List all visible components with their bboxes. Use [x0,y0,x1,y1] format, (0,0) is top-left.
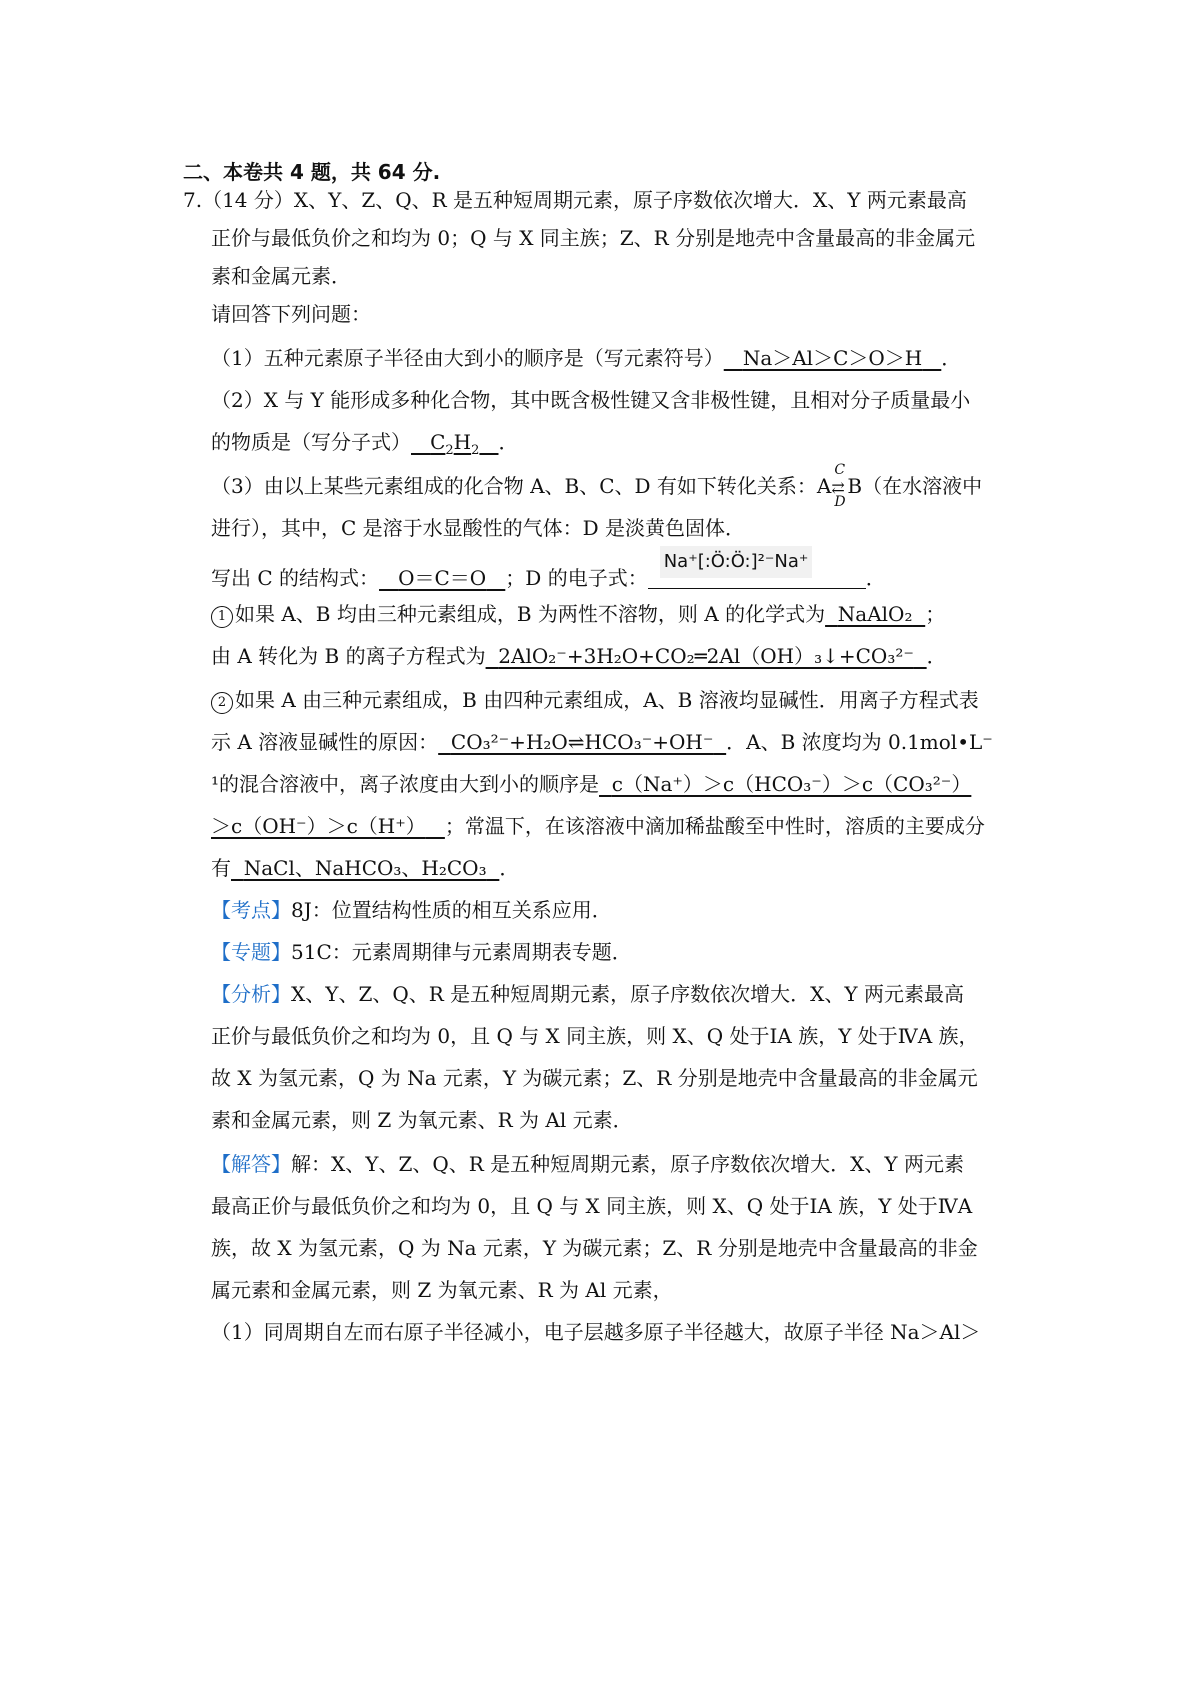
sub-1-answer: NaAlO₂ [837,602,913,626]
question-prompt: 请回答下列问题： [211,302,371,326]
sub-2-equation: CO₃²⁻+H₂O⇌HCO₃⁻+OH⁻ [450,730,714,754]
fenxi-tag: 【分析】 [211,982,291,1006]
jieda-line-2: 最高正价与最低负价之和均为 0，且 Q 与 X 同主族，则 X、Q 处于ⅠA 族，Y 处于ⅣA [211,1194,973,1218]
jieda-line-1: 【解答】解：X、Y、Z、Q、R 是五种短周期元素，原子序数依次增大．X、Y 两元素 [211,1152,964,1176]
sub-2-line-2: 示 A 溶液显碱性的原因： CO₃²⁻+H₂O⇌HCO₃⁻+OH⁻ ．A、B 浓度均为 0.1mol•L⁻ [211,730,993,754]
part-2-answer: $C_2H_2$ [430,430,480,458]
jieda-tag: 【解答】 [211,1152,291,1176]
part-1: （1）五种元素原子半径由大到小的顺序是（写元素符号） Na＞Al＞C＞O＞H ． [211,346,962,370]
part-3-line-2: 进行），其中，C 是溶于水显酸性的气体：D 是淡黄色固体． [211,516,746,540]
sub-1-line-1: 1 如果 A、B 均由三种元素组成，B 为两性不溶物，则 A 的化学式为 NaAlO₂ ； [211,600,945,628]
part-1-text: （1）五种元素原子半径由大到小的顺序是（写元素符号） [211,346,724,370]
sub-2-order-answer-a: c（Na⁺）＞c（HCO₃⁻）＞c（CO₃²⁻） [611,772,972,796]
sub-2-line-4: ＞c（OH⁻）＞c（H⁺） ；常温下，在该溶液中滴加稀盐酸至中性时，溶质的主要成分 [211,814,985,838]
electron-formula-image: Na⁺[:Ö:Ö:]²⁻Na⁺ [660,546,813,578]
jieda-line-3: 族，故 X 为氢元素，Q 为 Na 元素，Y 为碳元素；Z、R 分别是地壳中含量最高的非金 [211,1236,978,1260]
question-7-line-1: 7.（14 分）X、Y、Z、Q、R 是五种短周期元素，原子序数依次增大．X、Y 两元素最高 [183,188,967,212]
circled-number-1: 1 [211,606,233,628]
sub-2-order-answer-b: ＞c（OH⁻）＞c（H⁺） [211,814,426,838]
fenxi-line-1: 【分析】X、Y、Z、Q、R 是五种短周期元素，原子序数依次增大．X、Y 两元素最高 [211,982,964,1006]
part-1-answer: Na＞Al＞C＞O＞H [742,346,923,370]
sub-1-line-2: 由 A 转化为 B 的离子方程式为 2AlO₂⁻+3H₂O+CO₂═2Al（OH）₃↓+CO₃²⁻ ． [211,644,947,668]
fenxi-line-2: 正价与最低负价之和均为 0，且 Q 与 X 同主族，则 X、Q 处于ⅠA 族，Y 处于ⅣA 族， [211,1024,979,1048]
jieda-line-4: 属元素和金属元素，则 Z 为氧元素、R 为 Al 元素， [211,1278,673,1302]
reaction-arrow: C ⇄ D [831,462,846,510]
section-title: 二、本卷共 4 题，共 64 分. [183,160,441,184]
sub-2-line-5: 有 NaCl、NaHCO₃、H₂CO₃ ． [211,856,520,880]
sub-2-line-1: 2 如果 A 由三种元素组成，B 由四种元素组成，A、B 溶液均显碱性．用离子方程式表 [211,686,979,714]
kaodian-tag: 【考点】 [211,898,291,922]
jieda-line-5: （1）同周期自左而右原子半径减小，电子层越多原子半径越大，故原子半径 Na＞Al＞ [211,1320,981,1344]
zhuanti-line: 【专题】51C：元素周期律与元素周期表专题． [211,940,632,964]
electron-formula-blank [648,551,866,589]
structural-formula-answer: O＝C＝O [398,566,487,590]
fenxi-line-4: 素和金属元素，则 Z 为氧元素、R 为 Al 元素． [211,1108,633,1132]
question-7-line-3: 素和金属元素． [211,264,351,288]
fenxi-line-3: 故 X 为氢元素，Q 为 Na 元素，Y 为碳元素；Z、R 分别是地壳中含量最高的非金属元 [211,1066,978,1090]
sub-2-line-3: ¹的混合溶液中，离子浓度由大到小的顺序是 c（Na⁺）＞c（HCO₃⁻）＞c（CO₃²⁻） [211,772,972,796]
sub-2-solute-answer: NaCl、NaHCO₃、H₂CO₃ [243,856,487,880]
part-3-line-3: 写出 C 的结构式： O＝C＝O ；D 的电子式： Na⁺[:Ö:Ö:]²⁻Na⁺ ． [211,558,886,592]
part-3-line-1: （3）由以上某些元素组成的化合物 A、B、C、D 有如下转化关系：A C ⇄ D B（在水溶液中 [211,462,983,510]
zhuanti-tag: 【专题】 [211,940,291,964]
question-7-line-2: 正价与最低负价之和均为 0；Q 与 X 同主族；Z、R 分别是地壳中含量最高的非金属元 [211,226,976,250]
part-2-line-2: 的物质是（写分子式） $C_2H_2$ ． [211,430,519,458]
sub-1-equation: 2AlO₂⁻+3H₂O+CO₂═2Al（OH）₃↓+CO₃²⁻ [498,644,914,668]
part-2-text: 的物质是（写分子式） [211,430,411,454]
part-2-line-1: （2）X 与 Y 能形成多种化合物，其中既含极性键又含非极性键，且相对分子质量最小 [211,388,971,412]
kaodian-line: 【考点】8J：位置结构性质的相互关系应用． [211,898,612,922]
circled-number-2: 2 [211,692,233,714]
